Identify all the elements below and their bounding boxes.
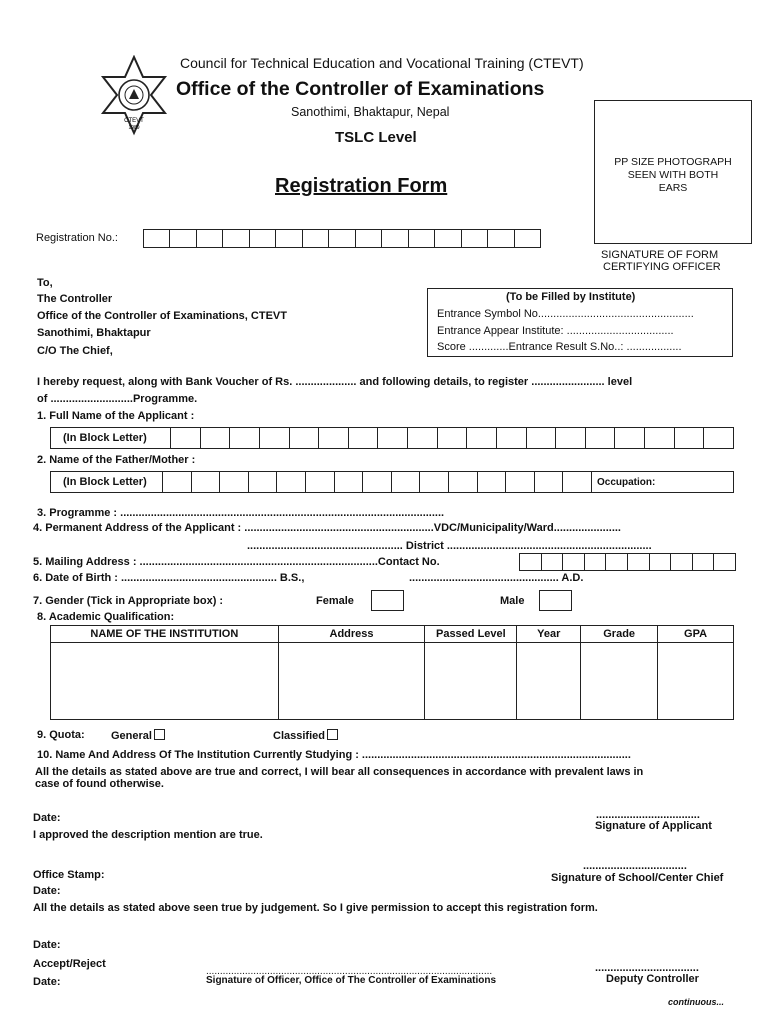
registration-label: Registration No.: — [36, 232, 118, 244]
academic-qualification-table — [50, 625, 734, 720]
parent-name-cells[interactable] — [162, 471, 592, 493]
character-cell[interactable] — [306, 472, 335, 492]
level-title: TSLC Level — [335, 129, 417, 146]
character-cell[interactable] — [249, 472, 278, 492]
character-cell[interactable] — [303, 230, 329, 247]
programme-field[interactable]: 3. Programme : .......................................................................................................... — [37, 507, 445, 519]
full-name-cells[interactable] — [170, 427, 734, 449]
character-cell[interactable] — [378, 428, 408, 448]
character-cell[interactable] — [392, 472, 421, 492]
block-letter-hint-2: (In Block Letter) — [63, 476, 147, 488]
character-cell[interactable] — [563, 472, 592, 492]
request-line-2: of ...........................Programme. — [37, 393, 198, 405]
logo-year: 1989 — [128, 125, 140, 131]
council-name: Council for Technical Education and Vocational Training (CTEVT) — [180, 55, 584, 71]
current-institution-field[interactable]: 10. Name And Address Of The Institution Currently Studying : ........................................................................................ — [37, 749, 631, 761]
block-letter-hint: (In Block Letter) — [63, 432, 147, 444]
character-cell[interactable] — [290, 428, 320, 448]
character-cell[interactable] — [563, 554, 585, 570]
character-cell[interactable] — [449, 472, 478, 492]
photo-label-3: EARS — [658, 182, 688, 194]
district-field[interactable]: ................................................... District ................................................................... — [247, 540, 652, 552]
character-cell[interactable] — [645, 428, 675, 448]
mailing-address-field[interactable]: 5. Mailing Address : ..............................................................................Contact No. — [33, 556, 440, 568]
gender-female-checkbox[interactable] — [371, 590, 404, 611]
character-cell[interactable] — [714, 554, 736, 570]
character-cell[interactable] — [615, 428, 645, 448]
quota-general[interactable] — [111, 729, 165, 742]
character-cell[interactable] — [497, 428, 527, 448]
character-cell[interactable] — [170, 230, 196, 247]
quota-general-label: General — [111, 730, 152, 742]
gender-male-checkbox[interactable] — [539, 590, 572, 611]
entrance-score-field[interactable]: Score .............Entrance Result S.No..: .................. — [437, 341, 682, 353]
dob-bs-field[interactable]: 6. Date of Birth : ................................................... B.S., — [33, 572, 305, 584]
col-grade: Grade — [581, 626, 658, 643]
quota-label: 9. Quota: — [37, 729, 85, 741]
character-cell[interactable] — [675, 428, 705, 448]
logo-text: CTEVT — [124, 118, 144, 124]
photo-label-2: SEEN WITH BOTH — [627, 169, 719, 181]
accept-reject-label: Accept/Reject — [33, 958, 106, 970]
cell-year[interactable] — [517, 643, 581, 720]
character-cell[interactable] — [535, 472, 564, 492]
character-cell[interactable] — [335, 472, 364, 492]
character-cell[interactable] — [515, 230, 541, 247]
col-gpa: GPA — [658, 626, 734, 643]
col-year: Year — [517, 626, 581, 643]
character-cell[interactable] — [606, 554, 628, 570]
character-cell[interactable] — [478, 472, 507, 492]
address-line-1: The Controller — [37, 293, 113, 305]
quota-classified-checkbox[interactable] — [327, 729, 338, 740]
approved-statement: I approved the description mention are true. — [33, 829, 263, 841]
address-line-2: Office of the Controller of Examinations, CTEVT — [37, 310, 287, 322]
character-cell[interactable] — [435, 230, 461, 247]
character-cell[interactable] — [223, 230, 249, 247]
col-passed-level: Passed Level — [425, 626, 517, 643]
character-cell[interactable] — [197, 230, 223, 247]
character-cell[interactable] — [527, 428, 557, 448]
character-cell[interactable] — [628, 554, 650, 570]
gender-female-label: Female — [316, 595, 354, 607]
character-cell[interactable] — [329, 230, 355, 247]
table-row[interactable] — [51, 643, 734, 720]
cell-grade[interactable] — [581, 643, 658, 720]
applicant-signature-line[interactable]: .................................. — [596, 809, 700, 821]
character-cell[interactable] — [163, 472, 192, 492]
character-cell[interactable] — [363, 472, 392, 492]
cell-address[interactable] — [278, 643, 425, 720]
quota-general-checkbox[interactable] — [154, 729, 165, 740]
photo-label-1: PP SIZE PHOTOGRAPH — [614, 156, 732, 168]
continuous-note: continuous... — [668, 997, 724, 1007]
col-institution: NAME OF THE INSTITUTION — [51, 626, 279, 643]
parent-name-label: 2. Name of the Father/Mother : — [37, 454, 196, 466]
gender-male-label: Male — [500, 595, 525, 607]
office-name: Office of the Controller of Examinations — [176, 78, 545, 100]
character-cell[interactable] — [349, 428, 379, 448]
address-to: To, — [37, 277, 53, 289]
character-cell[interactable] — [276, 230, 302, 247]
character-cell[interactable] — [704, 428, 734, 448]
certifying-signature-label-2: CERTIFYING OFFICER — [603, 261, 721, 273]
deputy-signature-line[interactable]: .................................. — [595, 962, 699, 974]
character-cell[interactable] — [356, 230, 382, 247]
character-cell[interactable] — [462, 230, 488, 247]
permission-statement: All the details as stated above seen true by judgement. So I give permission to accept this registration form. — [33, 902, 598, 914]
character-cell[interactable] — [693, 554, 715, 570]
academic-label: 8. Academic Qualification: — [37, 611, 175, 623]
officer-signature-line[interactable]: ....................................................................................................... — [206, 966, 493, 977]
character-cell[interactable] — [520, 554, 542, 570]
officer-signature-label: Signature of Officer, Office of The Controller of Examinations — [206, 975, 497, 986]
character-cell[interactable] — [171, 428, 201, 448]
character-cell[interactable] — [277, 472, 306, 492]
office-stamp-label: Office Stamp: — [33, 869, 105, 881]
quota-classified-label: Classified — [273, 730, 325, 742]
character-cell[interactable] — [408, 428, 438, 448]
declaration-line-2: case of found otherwise. — [35, 778, 164, 790]
school-date-label: Date: — [33, 885, 61, 897]
ctevt-logo — [99, 55, 169, 137]
occupation-label: Occupation: — [597, 477, 656, 488]
request-line-1: I hereby request, along with Bank Voucher of Rs. .................... and following details, to register ........................ level — [37, 376, 633, 388]
school-signature-line[interactable]: .................................. — [583, 860, 687, 872]
photo-box[interactable] — [594, 100, 752, 244]
character-cell[interactable] — [650, 554, 672, 570]
col-address: Address — [278, 626, 425, 643]
entrance-symbol-field[interactable]: Entrance Symbol No................................................... — [437, 308, 694, 320]
institute-box — [427, 288, 733, 357]
applicant-signature-label: Signature of Applicant — [595, 820, 712, 832]
character-cell[interactable] — [382, 230, 408, 247]
character-cell[interactable] — [260, 428, 290, 448]
character-cell[interactable] — [420, 472, 449, 492]
character-cell[interactable] — [250, 230, 276, 247]
character-cell[interactable] — [506, 472, 535, 492]
character-cell[interactable] — [220, 472, 249, 492]
character-cell[interactable] — [556, 428, 586, 448]
dob-ad-field[interactable]: ................................................. A.D. — [409, 572, 584, 584]
address-line-3: Sanothimi, Bhaktapur — [37, 327, 151, 339]
contact-number-cells[interactable] — [519, 553, 736, 571]
character-cell[interactable] — [144, 230, 170, 247]
office-location: Sanothimi, Bhaktapur, Nepal — [291, 105, 450, 119]
declaration-line-1: All the details as stated above are true and correct, I will bear all consequences in accordance with prevalent laws in — [35, 766, 644, 778]
deputy-controller-label: Deputy Controller — [606, 973, 699, 985]
entrance-institute-field[interactable]: Entrance Appear Institute: ................................... — [437, 325, 674, 337]
permanent-address-field[interactable]: 4. Permanent Address of the Applicant : ..............................................................VDC/Municipality/Ward...................... — [33, 522, 621, 534]
character-cell[interactable] — [319, 428, 349, 448]
character-cell[interactable] — [586, 428, 616, 448]
form-title: Registration Form — [275, 175, 448, 197]
character-cell[interactable] — [467, 428, 497, 448]
character-cell[interactable] — [488, 230, 514, 247]
character-cell[interactable] — [201, 428, 231, 448]
gender-label: 7. Gender (Tick in Appropriate box) : — [33, 595, 224, 607]
character-cell[interactable] — [438, 428, 468, 448]
institute-box-title: (To be Filled by Institute) — [506, 291, 636, 303]
character-cell[interactable] — [585, 554, 607, 570]
character-cell[interactable] — [192, 472, 221, 492]
registration-number-cells[interactable] — [143, 229, 541, 248]
applicant-date-label: Date: — [33, 812, 61, 824]
cell-institution[interactable] — [51, 643, 279, 720]
quota-classified[interactable] — [273, 729, 338, 742]
cell-gpa[interactable] — [658, 643, 734, 720]
character-cell[interactable] — [671, 554, 693, 570]
character-cell[interactable] — [409, 230, 435, 247]
school-signature-label: Signature of School/Center Chief — [551, 872, 724, 884]
character-cell[interactable] — [230, 428, 260, 448]
office-date-label: Date: — [33, 939, 61, 951]
certifying-signature-label-1: SIGNATURE OF FORM — [601, 249, 719, 261]
final-date-label: Date: — [33, 976, 61, 988]
character-cell[interactable] — [542, 554, 564, 570]
address-line-4: C/O The Chief, — [37, 345, 113, 357]
full-name-label: 1. Full Name of the Applicant : — [37, 410, 195, 422]
cell-passed-level[interactable] — [425, 643, 517, 720]
